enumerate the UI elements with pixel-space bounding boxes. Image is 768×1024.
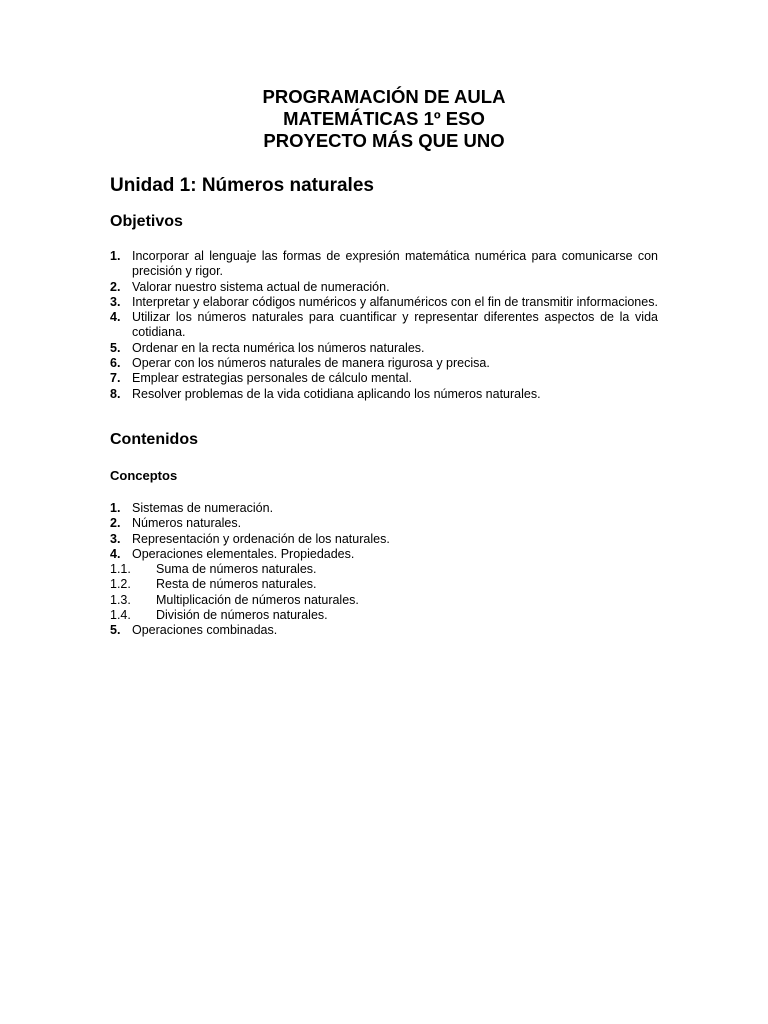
item-number: 3. bbox=[110, 531, 121, 546]
unit-title: Unidad 1: Números naturales bbox=[110, 175, 374, 196]
list-item bbox=[110, 310, 658, 341]
item-number: 4. bbox=[110, 310, 121, 325]
list-item bbox=[110, 249, 658, 280]
title-line-2: MATEMÁTICAS 1º ESO bbox=[283, 108, 485, 129]
sub-item-text: Resta de números naturales. bbox=[156, 577, 317, 592]
item-text: Números naturales. bbox=[132, 516, 242, 531]
objetivos-heading: Objetivos bbox=[110, 213, 183, 230]
title-line-3: PROYECTO MÁS QUE UNO bbox=[263, 130, 505, 151]
item-text: Valorar nuestro sistema actual de numeración. bbox=[132, 279, 390, 294]
sub-item-text: División de números naturales. bbox=[156, 608, 328, 623]
list-item bbox=[110, 516, 658, 531]
item-text: Operar con los números naturales de manera rigurosa y precisa. bbox=[132, 356, 490, 371]
sub-item-text: Suma de números naturales. bbox=[156, 562, 317, 577]
item-text: Operaciones elementales. Propiedades. bbox=[132, 546, 355, 561]
list-item bbox=[110, 295, 658, 310]
item-number: 2. bbox=[110, 516, 121, 531]
item-number: 4. bbox=[110, 546, 121, 561]
list-item bbox=[110, 547, 658, 562]
contenidos-heading: Contenidos bbox=[110, 431, 198, 448]
item-number: 8. bbox=[110, 386, 121, 401]
item-text: Utilizar los números naturales para cuantificar y representar diferentes aspectos de la vida cotidiana. bbox=[132, 310, 658, 340]
item-text: Representación y ordenación de los naturales. bbox=[132, 531, 390, 546]
list-sub-item bbox=[110, 593, 658, 608]
item-number: 1. bbox=[110, 501, 121, 515]
list-sub-item bbox=[110, 577, 658, 592]
sub-item-number: 1.4. bbox=[110, 608, 131, 623]
list-sub-item bbox=[110, 608, 658, 623]
item-text: Emplear estrategias personales de cálculo mental. bbox=[132, 371, 413, 386]
sub-item-number: 1.1. bbox=[110, 562, 131, 577]
item-number: 2. bbox=[110, 279, 121, 294]
list-item bbox=[110, 387, 658, 402]
objetivos-list bbox=[110, 249, 658, 402]
item-text: Ordenar en la recta numérica los números naturales. bbox=[132, 340, 425, 355]
conceptos-heading: Conceptos bbox=[110, 468, 178, 483]
item-number: 5. bbox=[110, 623, 121, 638]
conceptos-list bbox=[110, 501, 658, 639]
document-title bbox=[0, 86, 768, 152]
item-number: 3. bbox=[110, 294, 121, 309]
list-sub-item bbox=[110, 562, 658, 577]
item-text: Operaciones combinadas. bbox=[132, 623, 278, 638]
list-item bbox=[110, 501, 658, 516]
item-number: 6. bbox=[110, 356, 121, 371]
item-text: Sistemas de numeración. bbox=[132, 501, 274, 515]
title-line-1: PROGRAMACIÓN DE AULA bbox=[262, 86, 506, 107]
list-item bbox=[110, 623, 658, 638]
item-number: 7. bbox=[110, 371, 121, 386]
list-item bbox=[110, 356, 658, 371]
sub-item-number: 1.2. bbox=[110, 577, 131, 592]
list-item bbox=[110, 371, 658, 386]
sub-item-text: Multiplicación de números naturales. bbox=[156, 592, 359, 607]
list-item bbox=[110, 280, 658, 295]
list-item bbox=[110, 341, 658, 356]
list-item bbox=[110, 532, 658, 547]
item-text: Interpretar y elaborar códigos numéricos y alfanuméricos con el fin de transmitir informaciones. bbox=[132, 294, 658, 309]
item-number: 1. bbox=[110, 249, 121, 263]
item-number: 5. bbox=[110, 340, 121, 355]
item-text: Resolver problemas de la vida cotidiana aplicando los números naturales. bbox=[132, 386, 541, 401]
item-text: Incorporar al lenguaje las formas de expresión matemática numérica para comunicarse con precisión y rigor. bbox=[132, 249, 658, 279]
sub-item-number: 1.3. bbox=[110, 592, 131, 607]
